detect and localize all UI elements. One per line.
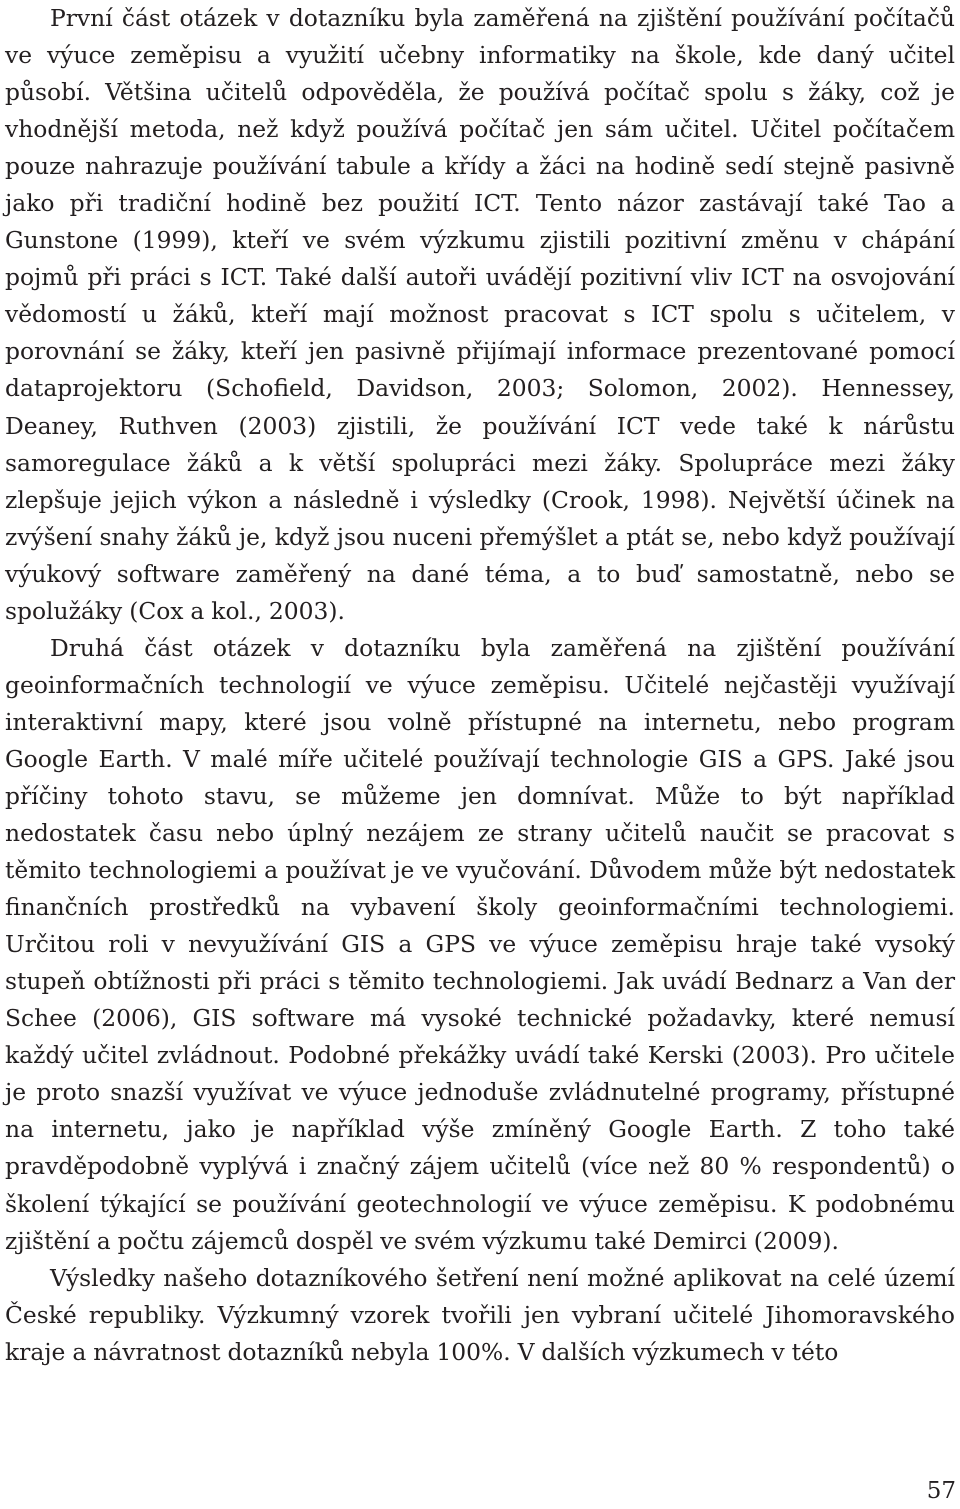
- paragraph-3: Výsledky našeho dotazníkového šetření není možné aplikovat na celé území České republiky. Výzkumný vzorek tvořili jen vybraní učitelé Jihomoravského kraje a návratnost dotazníků nebyla 100%. V dalších výzkumech v této: [5, 1263, 955, 1366]
- paragraph-1: První část otázek v dotazníku byla zaměřená na zjištění používání počítačů ve výuce zeměpisu a využití učebny informatiky na škole, kde daný učitel působí. Většina učitelů odpověděla, že používá počítač spolu s žáky, což je vhodnější metoda, než když používá počítač jen sám učitel. Učitel počítačem pouze nahrazuje používání tabule a křídy a žáci na hodině sedí stejně pasivně jako při tradiční hodině bez použití ICT. Tento názor zastávají také Tao a Gunstone (1999), kteří ve svém výzkumu zjistili pozitivní změnu v chápání pojmů při práci s ICT. Také další autoři uvádějí pozitivní vliv ICT na osvojování vědomostí u žáků, kteří mají možnost pracovat s ICT spolu s učitelem, v porovnání se žáky, kteří jen pasivně přijímají informace prezentované pomocí dataprojektoru (Schofield, Davidson, 2003; Solomon, 2002). Hennessey, Deaney, Ruthven (2003) zjistili, že používání ICT vede také k nárůstu samoregulace žáků a k větší spolupráci mezi žáky. Spolupráce mezi žáky zlepšuje jejich výkon a následně i výsledky (Crook, 1998). Největší účinek na zvýšení snahy žáků je, když jsou nuceni přemýšlet a ptát se, nebo když používají výukový software zaměřený na dané téma, a to buď samostatně, nebo se spolužáky (Cox a kol., 2003).: [5, 4, 955, 625]
- page-number: 57: [926, 1478, 956, 1504]
- document-body: [5, 0, 955, 1371]
- paragraph-2: Druhá část otázek v dotazníku byla zaměřená na zjištění používání geoinformačních technologií ve výuce zeměpisu. Učitelé nejčastěji využívají interaktivní mapy, které jsou volně přístupné na internetu, nebo program Google Earth. V malé míře učitelé používají technologie GIS a GPS. Jaké jsou příčiny tohoto stavu, se můžeme jen domnívat. Může to být například nedostatek času nebo úplný nezájem ze strany učitelů naučit se pracovat s těmito technologiemi a používat je ve vyučování. Důvodem může být nedostatek finančních prostředků na vybavení školy geoinformačními technologiemi. Určitou roli v nevyužívání GIS a GPS ve výuce zeměpisu hraje také vysoký stupeň obtížnosti při práci s těmito technologiemi. Jak uvádí Bednarz a Van der Schee (2006), GIS software má vysoké technické požadavky, které nemusí každý učitel zvládnout. Podobné překážky uvádí také Kerski (2003). Pro učitele je proto snazší využívat ve výuce jednoduše zvládnutelné programy, přístupné na internetu, jako je například výše zmíněný Google Earth. Z toho také pravděpodobně vyplývá i značný zájem učitelů (více než 80 % respondentů) o školení týkající se používání geotechnologií ve výuce zeměpisu. K podobnému zjištění a počtu zájemců dospěl ve svém výzkumu také Demirci (2009).: [5, 633, 955, 1255]
